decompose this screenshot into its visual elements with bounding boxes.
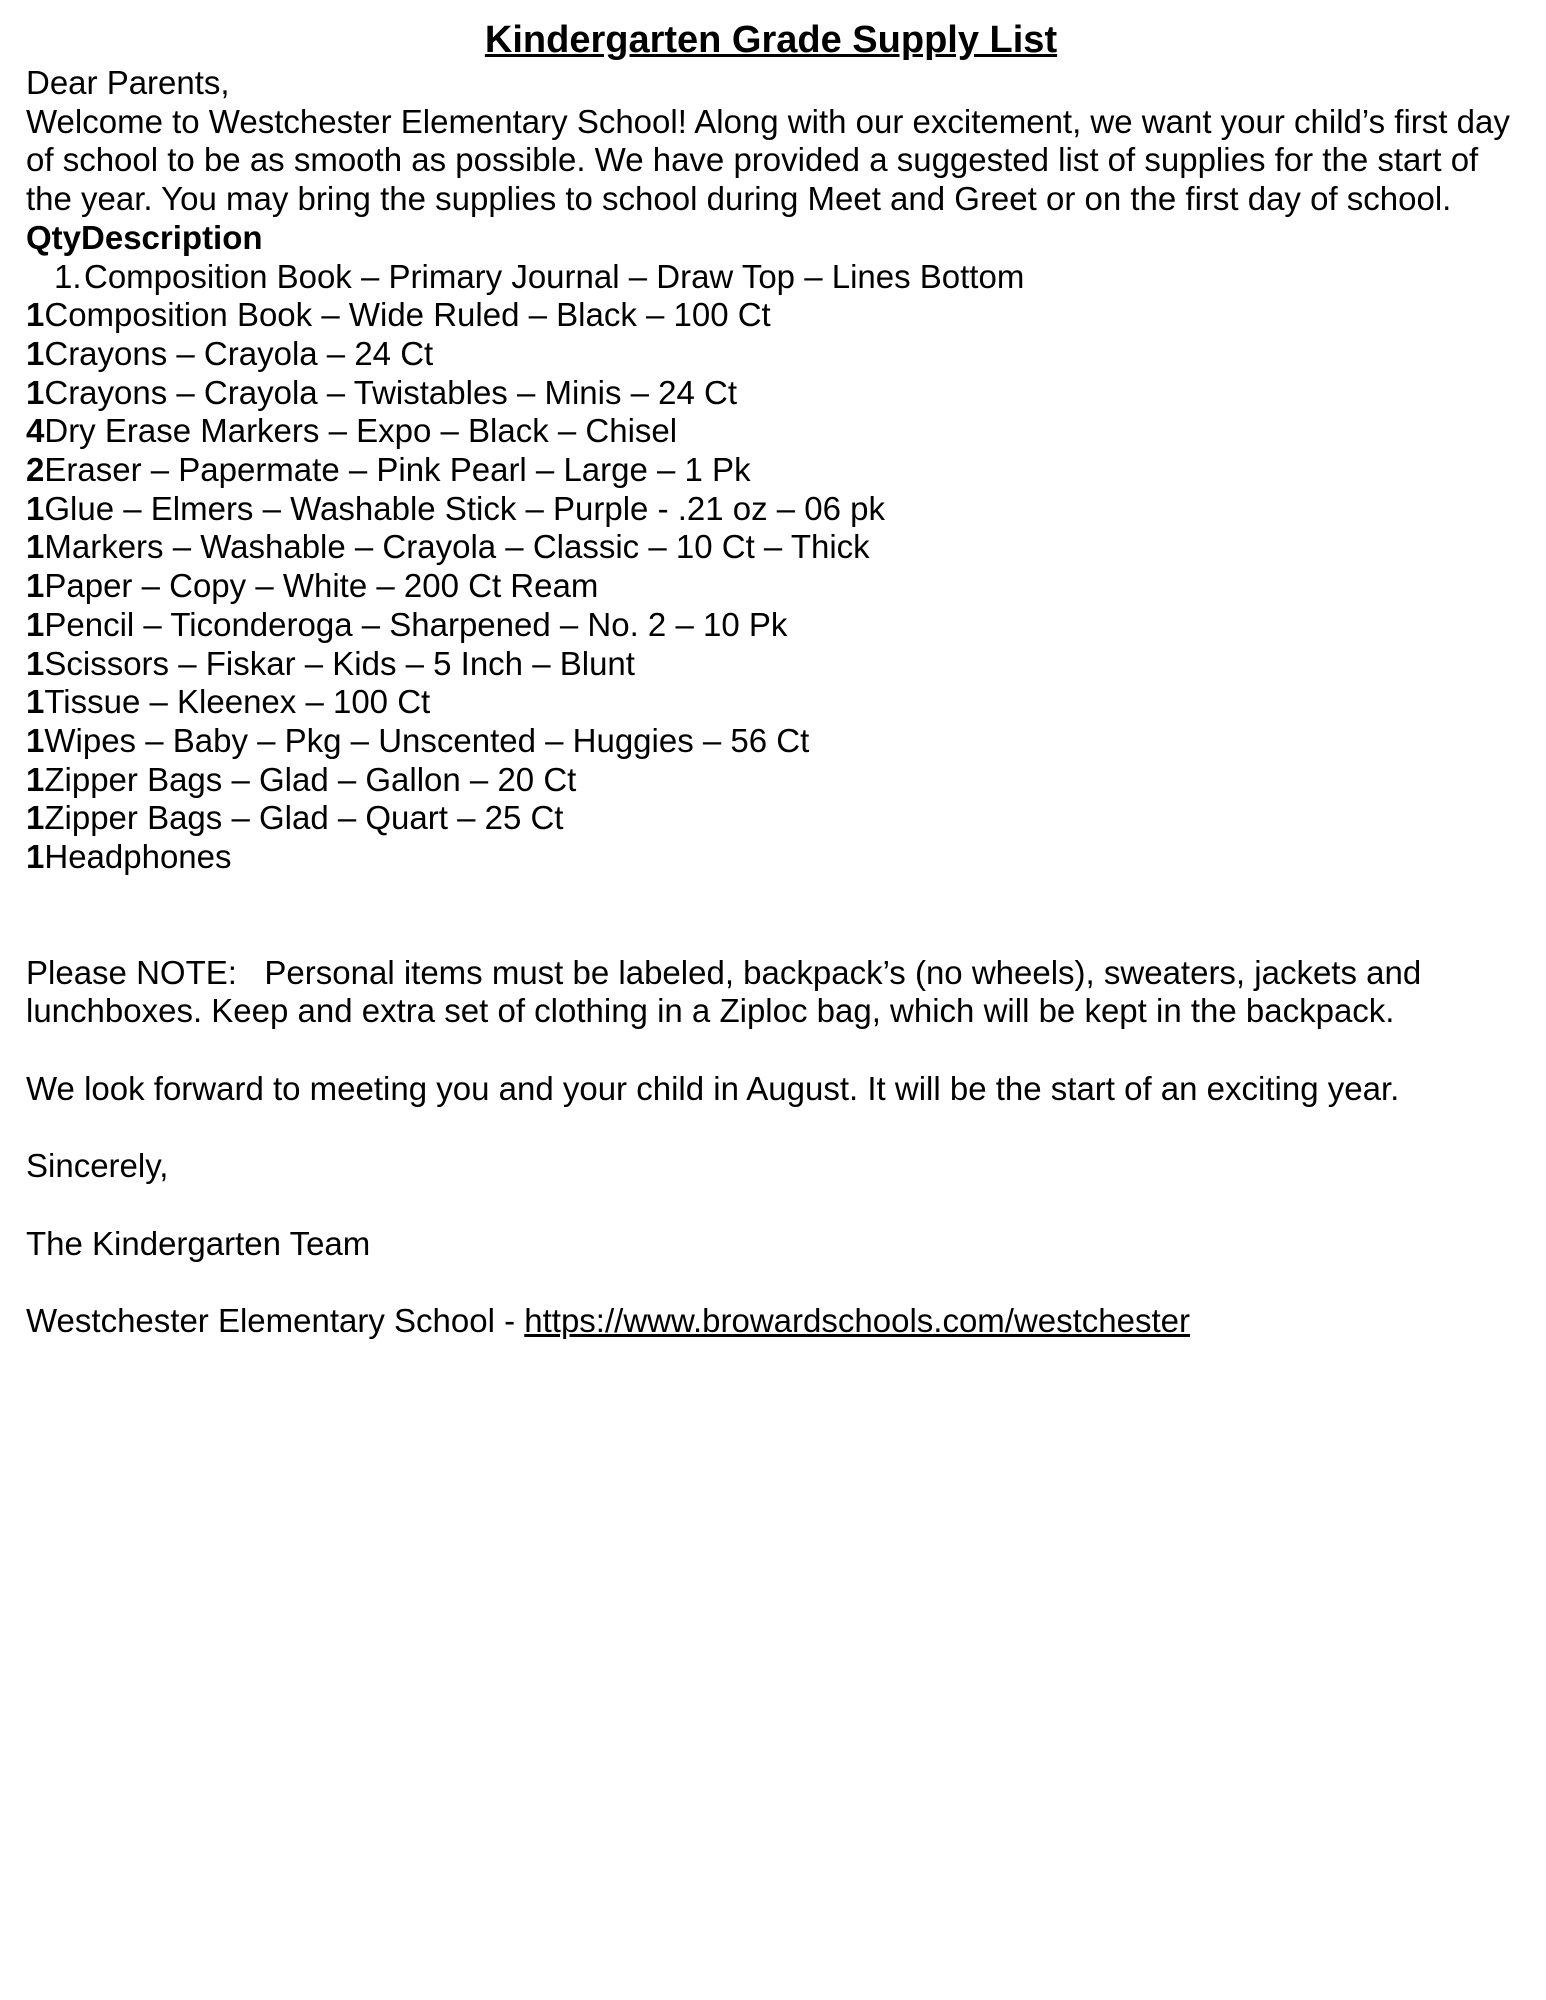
supply-item [26,296,1526,335]
item-quantity: 1 [26,528,45,566]
supply-item [26,799,1526,838]
closing-paragraph: We look forward to meeting you and your child in August. It will be the start of an exciting year. [26,1069,1400,1107]
school-website-link[interactable]: https://www.browardschools.com/westchester [524,1302,1191,1340]
supply-item [26,528,1526,567]
supply-item [26,645,1526,684]
footer-line [26,1302,1526,1341]
item-description: Composition Book – Primary Journal – Draw Top – Lines Bottom [84,257,1025,295]
supply-item [26,451,1526,490]
supply-item [26,567,1526,606]
supply-item [26,412,1526,451]
item-description: Crayons – Crayola – Twistables – Minis – 24 Ct [44,373,738,411]
item-quantity: 1 [26,644,45,682]
item-quantity: 1 [26,296,45,334]
item-quantity: 2 [26,451,45,489]
item-quantity: 1 [26,838,45,876]
list-header: QtyDescription [26,218,263,256]
supply-item [26,683,1526,722]
supply-item [26,490,1526,529]
supply-item [26,335,1526,374]
item-description: Tissue – Kleenex – 100 Ct [44,683,431,721]
supply-list [26,296,1526,877]
item-description: Zipper Bags – Glad – Quart – 25 Ct [44,799,564,837]
supply-item [26,838,1526,877]
item-quantity: 1 [26,489,45,527]
item-quantity: 1 [26,373,45,411]
item-description: Glue – Elmers – Washable Stick – Purple - .21 oz – 06 pk [44,489,886,527]
item-quantity: 1 [26,799,45,837]
item-description: Zipper Bags – Glad – Gallon – 20 Ct [44,760,577,798]
sign-off: Sincerely, [26,1147,169,1185]
item-description: Pencil – Ticonderoga – Sharpened – No. 2 – 10 Pk [44,605,788,643]
supply-item [26,374,1526,413]
item-description: Markers – Washable – Crayola – Classic – 10 Ct – Thick [44,528,870,566]
item-quantity: 1 [26,334,45,372]
supply-item [26,722,1526,761]
item-quantity: 1 [26,683,45,721]
item-quantity: 1 [26,605,45,643]
list-number: 1. [54,257,82,295]
item-description: Paper – Copy – White – 200 Ct Ream [44,567,599,605]
note-paragraph: Please NOTE: Personal items must be labeled, backpack’s (no wheels), sweaters, jackets and lunchboxes. Keep and extra set of clothing in a Ziploc bag, which will be kept in the backpack. [26,953,1431,1030]
item-description: Eraser – Papermate – Pink Pearl – Large – 1 Pk [44,451,751,489]
item-description: Dry Erase Markers – Expo – Black – Chisel [44,412,678,450]
item-quantity: 4 [26,412,45,450]
supply-item [26,606,1526,645]
item-quantity: 1 [26,760,45,798]
numbered-list-item [26,258,1526,297]
item-quantity: 1 [26,567,45,605]
item-description: Crayons – Crayola – 24 Ct [44,334,434,372]
supply-item [26,761,1526,800]
item-description: Headphones [44,838,232,876]
document-title: Kindergarten Grade Supply List [484,19,1058,61]
item-description: Composition Book – Wide Ruled – Black – 100 Ct [44,296,771,334]
signature: The Kindergarten Team [26,1224,371,1262]
item-description: Wipes – Baby – Pkg – Unscented – Huggies – 56 Ct [44,721,810,759]
school-name: Westchester Elementary School - [26,1302,525,1340]
item-description: Scissors – Fiskar – Kids – 5 Inch – Blunt [44,644,635,682]
item-quantity: 1 [26,721,45,759]
greeting: Dear Parents, [26,64,230,101]
document-page [26,16,1526,1341]
intro-paragraph: Welcome to Westchester Elementary School! Along with our excitement, we want your child’s first day of school to be as smooth as possible. We have provided a suggested list of supplies for the start of the year. You may bring the supplies to school during Meet and Greet or on the first day of school. [26,102,1510,218]
